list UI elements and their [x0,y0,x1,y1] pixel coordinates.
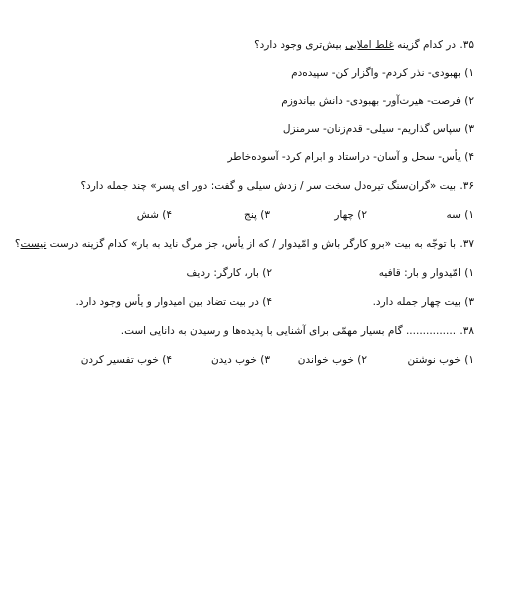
question-35 [254,38,474,52]
question-37-option-2: ۲) بار، کارگر: ردیف [186,267,272,279]
question-37-option-4: ۴) در بیت تضاد بین امیدوار و یأس وجود دارد. [75,296,272,308]
question-38: ۳۸. ............... گام بسیار مهمّی برای آشنایی با پدیده‌ها و رسیدن به دانایی است. [120,325,474,337]
question-35-prefix: ۳۵. در کدام گزینه [393,39,474,51]
question-38-option-3: ۳) خوب دیدن [210,354,270,366]
question-37-suffix: ؟ [14,238,21,250]
question-38-option-2: ۲) خوب خواندن [297,354,367,366]
question-36-option-2: ۲) چهار [334,209,367,221]
question-38-option-4: ۴) خوب تفسیر کردن [80,354,172,366]
question-35-suffix: بیش‌تری وجود دارد؟ [254,39,346,51]
question-35-option-2: ۲) فرصت- هیرت‌آور- بهبودی- دانش بیاندوزم [281,95,474,107]
question-35-option-1: ۱) بهبودی- نذر کردم- واگزار کن- سپیده‌دم [291,67,474,79]
question-37 [15,237,474,251]
question-36-option-4: ۴) شش [136,209,172,221]
question-36-option-3: ۳) پنج [244,209,270,221]
question-36-option-1: ۱) سه [446,209,474,221]
question-35-option-4: ۴) یأس- سحل و آسان- دراستاد و ابرام کرد- آسوده‌خاطر [227,151,474,163]
question-37-option-3: ۳) بیت چهار جمله دارد. [372,296,474,308]
question-37-prefix: ۳۷. با توجّه به بیت «برو کارگر باش و امّیدوار / که از یأس، جز مرگ ناید به بار» کدام گزینه درست [46,238,474,250]
question-36: ۳۶. بیت «گران‌سنگ تیره‌دل سخت سر / زدش سیلی و گفت: دور ای پسر» چند جمله دارد؟ [80,180,474,192]
question-35-option-3: ۳) سپاس گذاریم- سیلی- قدم‌زنان- سرمنزل [282,123,474,135]
question-35-underlined: غلط املایی [345,39,394,51]
question-37-underlined: نیست [20,238,47,250]
question-37-option-1: ۱) امّیدوار و بار: قافیه [378,267,474,279]
question-38-option-1: ۱) خوب نوشتن [407,354,474,366]
